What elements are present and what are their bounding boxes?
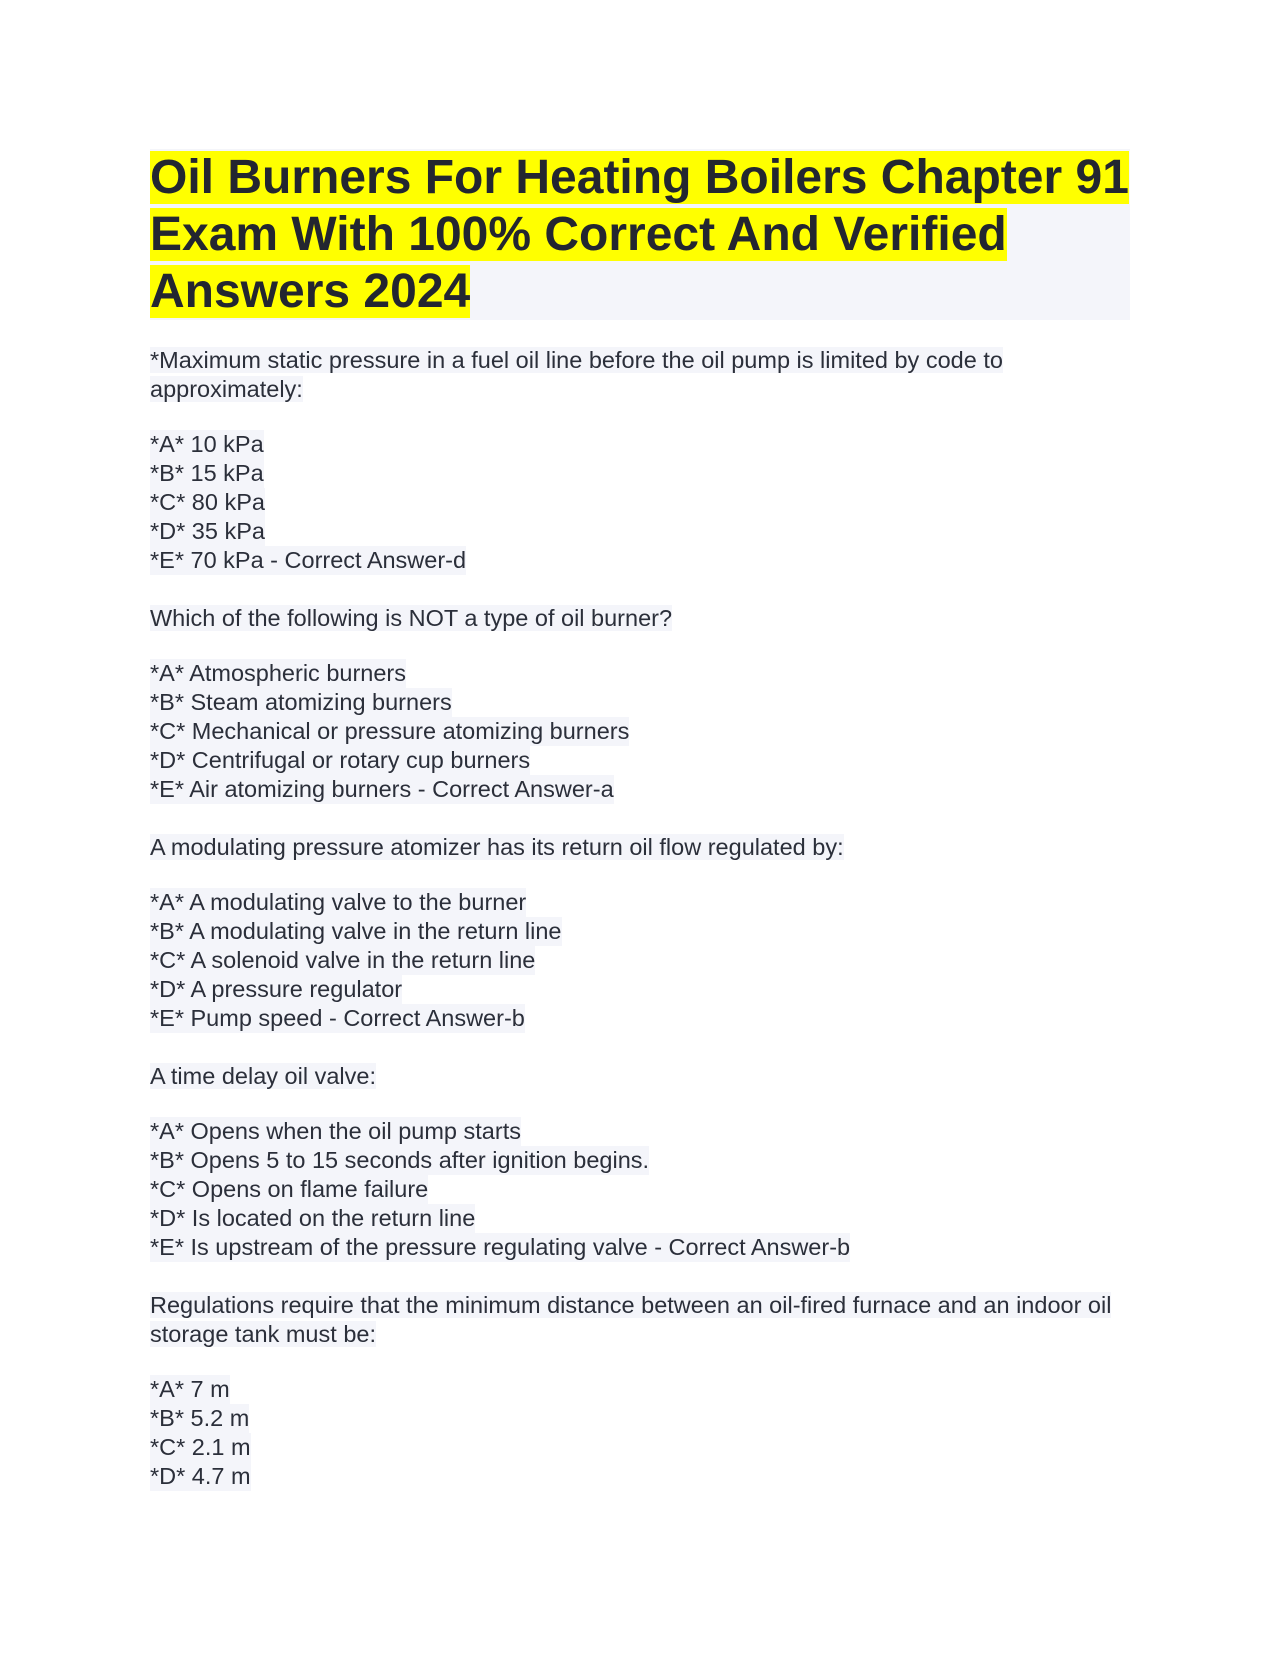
option: *E* Air atomizing burners - Correct Answer-a	[150, 776, 614, 802]
option-list	[150, 888, 1130, 1033]
question-block	[150, 604, 1130, 804]
option: *D* 4.7 m	[150, 1463, 251, 1489]
option: *A* 7 m	[150, 1376, 230, 1402]
question-block	[150, 346, 1130, 575]
title-block	[150, 149, 1130, 320]
question-text: A modulating pressure atomizer has its return oil flow regulated by:	[150, 834, 844, 860]
option: *D* Is located on the return line	[150, 1205, 476, 1231]
option: *D* Centrifugal or rotary cup burners	[150, 747, 531, 773]
option: *B* Opens 5 to 15 seconds after ignition begins.	[150, 1147, 650, 1173]
question-text: A time delay oil valve:	[150, 1063, 376, 1089]
option: *C* Mechanical or pressure atomizing burners	[150, 718, 630, 744]
question-text: Regulations require that the minimum distance between an oil-fired furnace and an indoor oil storage tank must be:	[150, 1292, 1112, 1347]
document-page	[150, 149, 1130, 1520]
option: *C* 80 kPa	[150, 489, 265, 515]
option: *D* A pressure regulator	[150, 976, 403, 1002]
option: *B* A modulating valve in the return line	[150, 918, 562, 944]
question-text: Which of the following is NOT a type of oil burner?	[150, 605, 673, 631]
option: *B* 15 kPa	[150, 460, 264, 486]
question-block	[150, 1062, 1130, 1262]
option: *A* 10 kPa	[150, 431, 264, 457]
title-highlight: Oil Burners For Heating Boilers Chapter 91 Exam With 100% Correct And Verified Answers 2024	[150, 151, 1129, 318]
option: *A* Atmospheric burners	[150, 660, 407, 686]
question-block	[150, 833, 1130, 1033]
option: *C* Opens on flame failure	[150, 1176, 429, 1202]
option: *A* Opens when the oil pump starts	[150, 1118, 521, 1144]
option: *C* 2.1 m	[150, 1434, 251, 1460]
option: *B* Steam atomizing burners	[150, 689, 452, 715]
option: *E* Is upstream of the pressure regulating valve - Correct Answer-b	[150, 1234, 851, 1260]
option: *D* 35 kPa	[150, 518, 265, 544]
option: *A* A modulating valve to the burner	[150, 889, 527, 915]
option: *C* A solenoid valve in the return line	[150, 947, 536, 973]
option-list	[150, 1375, 1130, 1491]
option: *B* 5.2 m	[150, 1405, 250, 1431]
option-list	[150, 1117, 1130, 1262]
option: *E* 70 kPa - Correct Answer-d	[150, 547, 467, 573]
option: *E* Pump speed - Correct Answer-b	[150, 1005, 525, 1031]
question-block	[150, 1291, 1130, 1491]
document-title	[150, 149, 1130, 320]
option-list	[150, 659, 1130, 804]
option-list	[150, 430, 1130, 575]
question-text: *Maximum static pressure in a fuel oil line before the oil pump is limited by code to approximately:	[150, 347, 1003, 402]
